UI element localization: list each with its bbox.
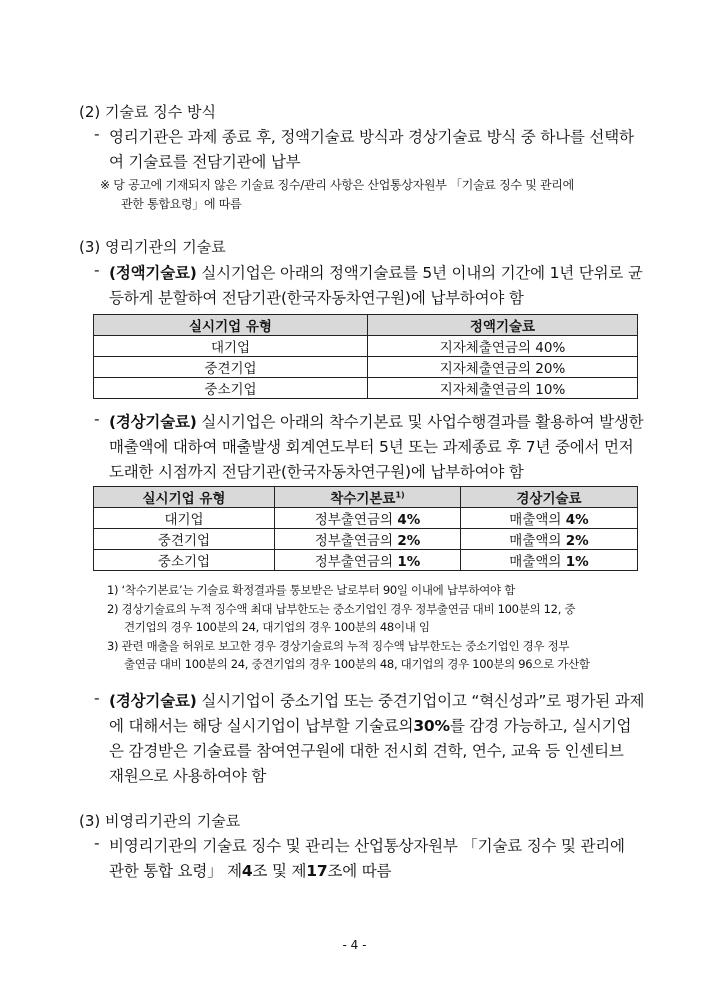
table-cell: 지자체출연금의 20% (368, 357, 638, 378)
paragraph-line (109, 410, 643, 432)
section-heading-for-profit: (3) 영리기관의 기술료 (79, 238, 226, 256)
term-label-running-fee: (경상기술료) (109, 413, 197, 431)
paragraph-text: 조 및 제 (252, 862, 307, 880)
bullet-dash: - (94, 125, 100, 143)
paragraph-line: 등하게 분할하여 전담기관(한국자동차연구원)에 납부하여야 함 (109, 289, 524, 307)
table-header: 경상기술료 (461, 487, 638, 508)
table-row (94, 529, 638, 550)
cell-value: 4% (397, 512, 421, 528)
header-text: 착수기본료 (330, 491, 396, 507)
table-cell (275, 508, 461, 529)
cell-text: 매출액의 (509, 512, 562, 528)
cell-value: 2% (565, 533, 589, 549)
bullet-dash: - (94, 410, 100, 428)
paragraph-line: 영리기관은 과제 종료 후, 정액기술료 방식과 경상기술료 방식 중 하나를 선택하 (109, 128, 634, 146)
table-cell (275, 550, 461, 571)
cell-text: 매출액의 (509, 533, 562, 549)
paragraph-line (109, 859, 391, 881)
paragraph-line: 매출액에 대하여 매출발생 회계연도부터 5년 또는 과제종료 후 7년 중에서 먼저 (109, 438, 634, 456)
table-header: 실시기업 유형 (94, 487, 275, 508)
paragraph-line: 여 기술료를 전담기관에 납부 (109, 153, 301, 171)
table-cell: 지자체출연금의 40% (368, 336, 638, 357)
reduction-rate: 30% (413, 717, 450, 735)
table-row (94, 336, 638, 357)
table-cell: 지자체출연금의 10% (368, 378, 638, 399)
table-cell: 대기업 (94, 336, 368, 357)
term-label-running-fee: (경상기술료) (109, 692, 197, 710)
cell-text: 매출액의 (509, 554, 562, 570)
cell-text: 정부출연금의 (314, 554, 394, 570)
paragraph-line (109, 261, 643, 283)
paragraph-line: 은 감경받은 기술료를 참여연구원에 대한 전시회 견학, 연수, 교육 등 인센티브 (109, 742, 624, 760)
paragraph-text: 실시기업은 아래의 정액기술료를 5년 이내의 기간에 1년 단위로 균 (201, 264, 643, 282)
cell-text: 정부출연금의 (314, 512, 394, 528)
cell-value: 1% (565, 554, 589, 570)
cell-text: 정부출연금의 (314, 533, 394, 549)
table-cell: 중소기업 (94, 378, 368, 399)
bullet-dash: - (94, 689, 100, 707)
table-cell: 대기업 (94, 508, 275, 529)
reference-note: ※ 당 공고에 기재되지 않은 기술료 징수/관리 사항은 산업통상자원부 「기술료 징수 및 관리에 (100, 178, 574, 192)
section-heading-non-profit: (3) 비영리기관의 기술료 (79, 812, 241, 830)
table-row (94, 378, 638, 399)
footnote: 2) 경상기술료의 누적 징수액 최대 납부한도는 중소기업인 경우 정부출연금 대비 100분의 12, 중 (107, 602, 576, 616)
table-cell (461, 508, 638, 529)
bullet-dash: - (94, 261, 100, 279)
paragraph-text: 를 감경 가능하고, 실시기업 (449, 717, 632, 735)
page-number: - 4 - (342, 938, 367, 952)
cell-value: 1% (397, 554, 421, 570)
table-cell (275, 529, 461, 550)
table-header (275, 487, 461, 508)
paragraph-text: 관한 통합 요령」 제 (109, 862, 242, 880)
paragraph-text: 에 대해서는 해당 실시기업이 납부할 기술료의 (109, 717, 414, 735)
table-header: 정액기술료 (368, 315, 638, 336)
table-cell (461, 529, 638, 550)
table-row (94, 550, 638, 571)
cell-value: 2% (397, 533, 421, 549)
paragraph-text: 실시기업은 아래의 착수기본료 및 사업수행결과를 활용하여 발생한 (201, 413, 644, 431)
running-fee-table (93, 486, 638, 571)
article-number: 17 (306, 862, 328, 880)
table-row (94, 508, 638, 529)
cell-value: 4% (565, 512, 589, 528)
footnote: 1) ‘착수기본료’는 기술료 확정결과를 통보받은 날로부터 90일 이내에 납부하여야 함 (107, 583, 516, 597)
paragraph-line: 재원으로 사용하여야 함 (109, 767, 267, 785)
paragraph-line (109, 689, 644, 711)
table-cell: 중견기업 (94, 529, 275, 550)
term-label-fixed-fee: (정액기술료) (109, 264, 197, 282)
footnote: 출연금 대비 100분의 24, 중견기업의 경우 100분의 48, 대기업의 경우 100분의 96으로 가산함 (124, 657, 590, 671)
footnote: 3) 관련 매출을 허위로 보고한 경우 경상기술료의 누적 징수액 납부한도는 중소기업인 경우 정부 (107, 639, 570, 653)
table-header: 실시기업 유형 (94, 315, 368, 336)
paragraph-line: 도래한 시점까지 전담기관(한국자동차연구원)에 납부하여야 함 (109, 463, 524, 481)
fixed-fee-table (93, 314, 638, 399)
reference-note: 관한 통합요령」에 따름 (121, 197, 242, 211)
section-heading-fee-method: (2) 기술료 징수 방식 (79, 103, 216, 121)
table-cell: 중견기업 (94, 357, 368, 378)
table-row (94, 357, 638, 378)
bullet-dash: - (94, 834, 100, 852)
paragraph-text: 조에 따름 (327, 862, 392, 880)
table-cell (461, 550, 638, 571)
article-number: 4 (241, 862, 253, 880)
footnote-marker: 1) (395, 490, 405, 500)
footnote: 견기업의 경우 100분의 24, 대기업의 경우 100분의 48이내 임 (124, 620, 430, 634)
paragraph-line: 비영리기관의 기술료 징수 및 관리는 산업통상자원부 「기술료 징수 및 관리에 (109, 837, 625, 855)
table-cell: 중소기업 (94, 550, 275, 571)
paragraph-line (109, 714, 631, 736)
paragraph-text: 실시기업이 중소기업 또는 중견기업이고 “혁신성과”로 평가된 과제 (201, 692, 645, 710)
